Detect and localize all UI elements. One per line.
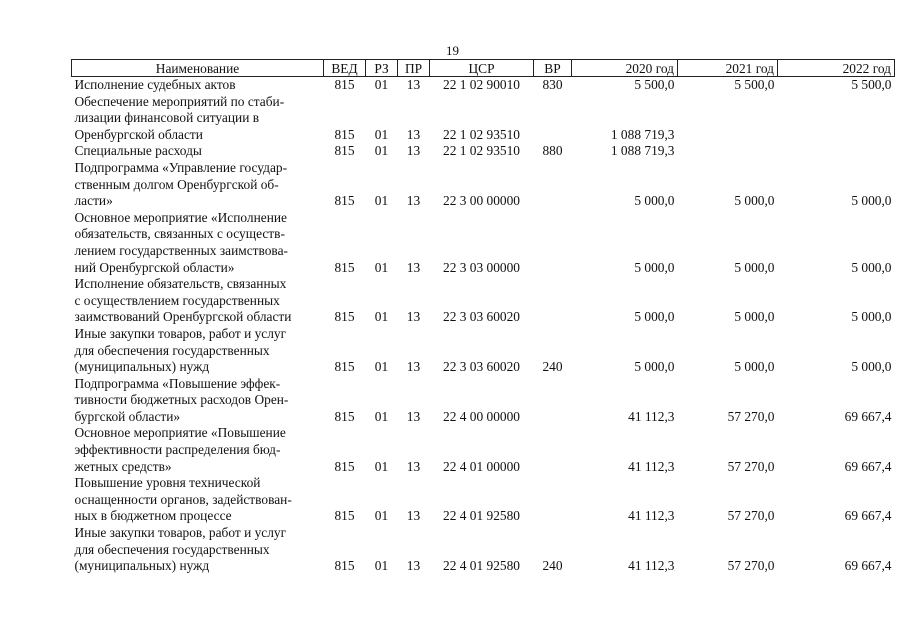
row-2022: 69 667,4 [844,458,892,474]
row-rz: 01 [374,458,389,474]
row-rz: 01 [374,126,389,142]
row-ved: 815 [334,259,355,275]
row-name-line: Исполнение обязательств, связанных [74,276,287,292]
row-csr: 22 4 01 92580 [443,558,520,574]
row-pr: 13 [406,143,421,159]
row-2020: 41 112,3 [628,558,675,574]
row-2020: 5 000,0 [634,193,675,209]
row-name [72,376,324,426]
row-2022: 5 000,0 [851,359,892,375]
row-ved: 815 [334,558,355,574]
row-csr: 22 4 01 92580 [443,508,520,524]
table-row [72,326,895,376]
row-name-line: лением государственных заимствова- [74,242,288,258]
row-pr: 13 [406,309,421,325]
row-pr: 13 [406,359,421,375]
row-name-line: Подпрограмма «Управление государ- [74,159,288,175]
row-vr [534,425,572,475]
table-row [72,210,895,276]
row-2021: 5 000,0 [734,309,775,325]
row-name-line: лизации финансовой ситуации в [74,110,260,126]
row-vr: 240 [542,558,563,574]
row-rz: 01 [374,77,389,92]
row-2022: 5 000,0 [851,193,892,209]
row-vr [534,276,572,326]
table-row [72,143,895,160]
header-ved: ВЕД [324,60,366,77]
row-csr: 22 4 01 00000 [443,458,520,474]
row-rz: 01 [374,558,389,574]
row-2020: 5 000,0 [634,259,675,275]
row-name-line: Оренбургской области [74,126,203,142]
row-name-line: ных в бюджетном процессе [74,508,232,524]
table-row [72,276,895,326]
row-name-line: тивности бюджетных расходов Орен- [74,392,289,408]
row-vr [534,376,572,426]
row-rz: 01 [374,193,389,209]
row-2022: 5 000,0 [851,309,892,325]
row-csr: 22 1 02 93510 [443,126,520,142]
header-2022: 2022 год [778,60,895,77]
row-2021 [678,143,778,160]
row-vr [534,210,572,276]
row-pr: 13 [406,408,421,424]
row-name-line: обязательств, связанных с осуществ- [74,226,285,242]
row-pr: 13 [406,508,421,524]
row-name-line: Основное мероприятие «Повышение [74,425,286,441]
row-name-line: Подпрограмма «Повышение эффек- [74,375,281,391]
row-ved: 815 [334,126,355,142]
row-csr: 22 3 03 00000 [443,259,520,275]
row-csr: 22 1 02 90010 [443,77,520,92]
row-name-line: Иные закупки товаров, работ и услуг [74,525,287,541]
row-ved: 815 [334,309,355,325]
row-name-line: жетных средств» [74,458,172,474]
row-name-line: Иные закупки товаров, работ и услуг [74,325,287,341]
row-name [72,475,324,525]
row-name-line: Обеспечение мероприятий по стаби- [74,93,285,109]
table-row [72,425,895,475]
row-2020: 1 088 719,3 [610,126,675,142]
row-name [72,94,324,144]
row-2022: 5 000,0 [851,259,892,275]
row-vr: 240 [542,359,563,375]
row-csr: 22 3 00 00000 [443,193,520,209]
row-pr: 13 [406,193,421,209]
row-name-line: эффективности распределения бюд- [74,442,281,458]
budget-table [71,59,895,575]
row-2020: 41 112,3 [628,458,675,474]
header-rz: РЗ [366,60,398,77]
row-2021: 5 000,0 [734,193,775,209]
row-name-line: с осуществлением государственных [74,292,280,308]
table-row [72,376,895,426]
row-name-line: ний Оренбургской области» [74,259,235,275]
row-rz: 01 [374,408,389,424]
row-name-line: Специальные расходы [74,143,202,159]
row-2022: 69 667,4 [844,558,892,574]
row-name-line: ственным долгом Оренбургской об- [74,176,279,192]
row-name-line: бургской области» [74,408,181,424]
row-2021: 57 270,0 [727,408,775,424]
row-ved: 815 [334,508,355,524]
row-2021: 5 000,0 [734,259,775,275]
row-rz: 01 [374,259,389,275]
row-2021: 5 000,0 [734,359,775,375]
row-name-line: (муниципальных) нужд [74,558,210,574]
table-row [72,475,895,525]
row-2021: 57 270,0 [727,558,775,574]
row-name-line: оснащенности органов, задействован- [74,491,292,507]
row-name [72,77,324,94]
header-2020: 2020 год [572,60,678,77]
row-name [72,425,324,475]
header-csr: ЦСР [430,60,534,77]
row-csr: 22 3 03 60020 [443,359,520,375]
table-row [72,94,895,144]
row-pr: 13 [406,458,421,474]
row-ved: 815 [334,193,355,209]
row-vr: 880 [542,143,563,159]
row-2022: 69 667,4 [844,408,892,424]
row-2020: 5 000,0 [634,309,675,325]
row-rz: 01 [374,143,389,159]
row-2020: 1 088 719,3 [610,143,675,159]
row-csr: 22 1 02 93510 [443,143,520,159]
row-pr: 13 [406,126,421,142]
row-csr: 22 4 00 00000 [443,408,520,424]
row-ved: 815 [334,408,355,424]
row-rz: 01 [374,359,389,375]
row-vr: 830 [542,77,563,92]
row-2020: 41 112,3 [628,408,675,424]
header-2021: 2021 год [678,60,778,77]
row-rz: 01 [374,508,389,524]
row-pr: 13 [406,558,421,574]
row-2021: 5 500,0 [734,77,775,92]
row-name [72,525,324,575]
row-name-line: Повышение уровня технической [74,475,261,491]
row-pr: 13 [406,259,421,275]
row-name-line: заимствований Оренбургской области [74,309,292,325]
row-name-line: Исполнение судебных актов [74,77,236,92]
row-name [72,326,324,376]
row-2020: 41 112,3 [628,508,675,524]
row-ved: 815 [334,458,355,474]
row-name-line: ласти» [74,193,113,209]
row-ved: 815 [334,77,355,92]
row-name-line: для обеспечения государственных [74,342,270,358]
row-name-line: Основное мероприятие «Исполнение [74,209,287,225]
table-row [72,77,895,94]
row-2020: 5 000,0 [634,359,675,375]
header-name: Наименование [72,60,324,77]
row-name [72,143,324,160]
table-row [72,160,895,210]
row-name-line: (муниципальных) нужд [74,359,210,375]
row-vr [534,94,572,144]
row-ved: 815 [334,359,355,375]
row-vr [534,160,572,210]
table-row [72,525,895,575]
row-name [72,160,324,210]
row-2021: 57 270,0 [727,508,775,524]
row-name [72,276,324,326]
row-2022 [778,143,895,160]
row-2021: 57 270,0 [727,458,775,474]
row-2020: 5 500,0 [634,77,675,92]
table-header-row [72,60,895,77]
row-2022: 5 500,0 [851,77,892,92]
row-2022: 69 667,4 [844,508,892,524]
row-2022 [778,94,895,144]
row-name [72,210,324,276]
row-2021 [678,94,778,144]
row-name-line: для обеспечения государственных [74,541,270,557]
header-vr: ВР [534,60,572,77]
row-ved: 815 [334,143,355,159]
row-rz: 01 [374,309,389,325]
page-number: 19 [446,43,459,58]
row-csr: 22 3 03 60020 [443,309,520,325]
header-pr: ПР [398,60,430,77]
row-pr: 13 [406,77,421,92]
row-vr [534,475,572,525]
